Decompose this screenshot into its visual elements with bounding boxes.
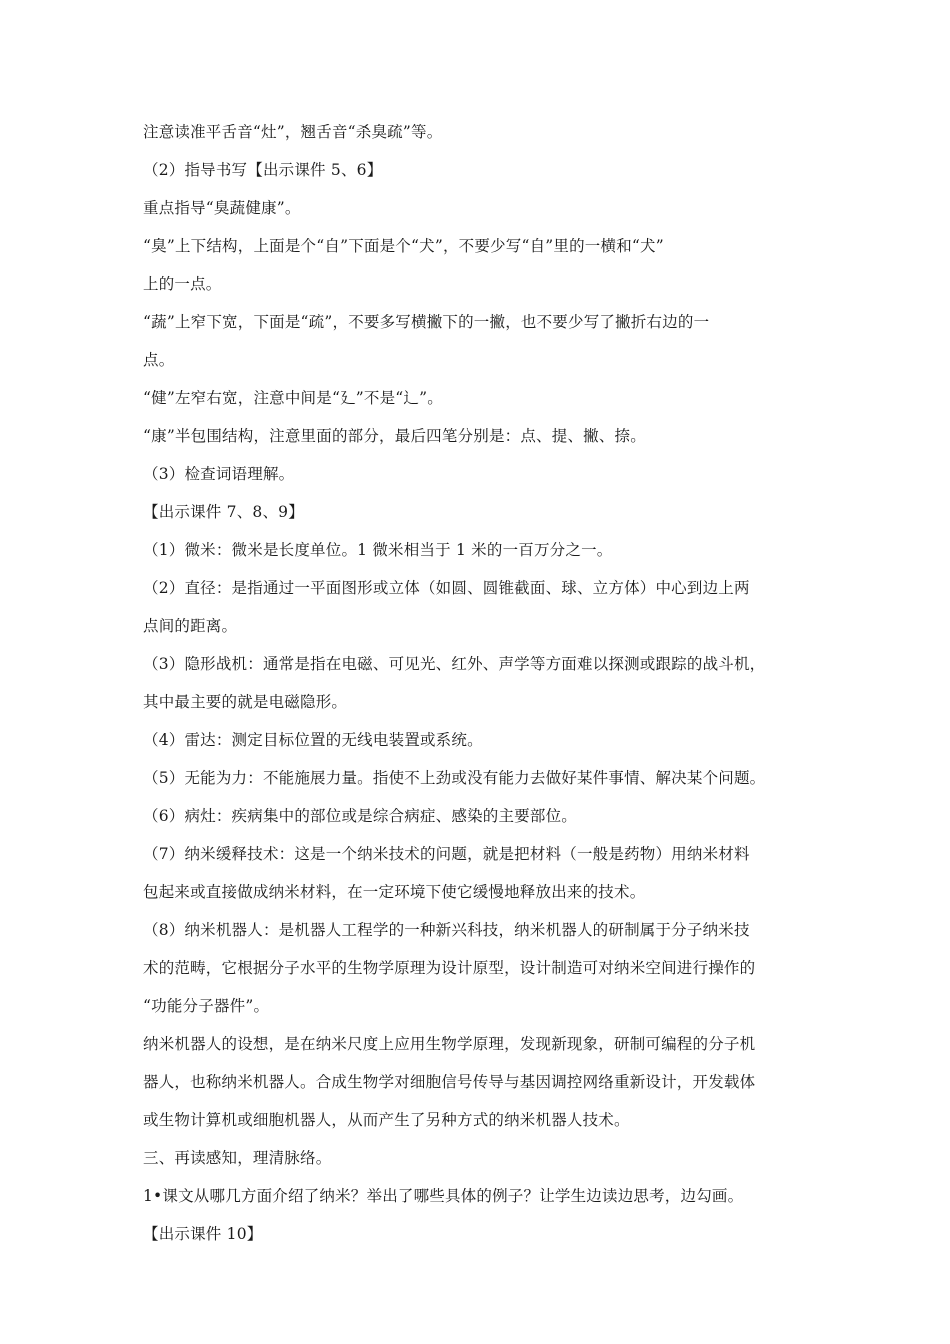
text-line: 注意读准平舌音“灶”，翘舌音“杀臭疏”等。 [143, 123, 443, 141]
text-line: （6）病灶：疾病集中的部位或是综合病症、感染的主要部位。 [143, 807, 577, 825]
text-line: 重点指导“臭蔬健康”。 [143, 199, 301, 217]
text-line: “康”半包围结构，注意里面的部分，最后四笔分别是：点、提、撇、捺。 [143, 427, 646, 445]
text-line: “臭”上下结构，上面是个“自”下面是个“犬”，不要少写“自”里的一横和“犬” [143, 237, 664, 255]
text-line: “蔬”上窄下宽，下面是“疏”，不要多写横撇下的一撇，也不要少写了撇折右边的一 [143, 313, 710, 331]
text-line: 其中最主要的就是电磁隐形。 [143, 693, 348, 711]
text-line: 1•课文从哪几方面介绍了纳米？举出了哪些具体的例子？让学生边读边思考，边勾画。 [143, 1187, 744, 1205]
text-line: 三、再读感知，理清脉络。 [143, 1149, 332, 1167]
text-line: 上的一点。 [143, 275, 222, 293]
text-line: 点。 [143, 351, 175, 369]
text-line: （8）纳米机器人：是机器人工程学的一种新兴科技，纳米机器人的研制属于分子纳米技 [143, 921, 750, 939]
text-line: （2）指导书写【出示课件 5、6】 [143, 161, 383, 179]
text-line: （5）无能为力：不能施展力量。指使不上劲或没有能力去做好某件事情、解决某个问题。 [143, 769, 766, 787]
text-line: “健”左窄右宽，注意中间是“廴”不是“辶”。 [143, 389, 443, 407]
text-line: 包起来或直接做成纳米材料，在一定环境下使它缓慢地释放出来的技术。 [143, 883, 646, 901]
text-line: （7）纳米缓释技术：这是一个纳米技术的问题，就是把材料（一般是药物）用纳米材料 [143, 845, 750, 863]
text-line: （1）微米：微米是长度单位。1 微米相当于 1 米的一百万分之一。 [143, 541, 613, 559]
text-line: （3）隐形战机：通常是指在电磁、可见光、红外、声学等方面难以探测或跟踪的战斗机， [143, 655, 766, 673]
text-line: 器人，也称纳米机器人。合成生物学对细胞信号传导与基因调控网络重新设计，开发载体 [143, 1073, 756, 1091]
text-line: （3）检查词语理解。 [143, 465, 295, 483]
text-line: 点间的距离。 [143, 617, 238, 635]
text-line: （2）直径：是指通过一平面图形或立体（如圆、圆锥截面、球、立方体）中心到边上两 [143, 579, 750, 597]
text-line: 纳米机器人的设想，是在纳米尺度上应用生物学原理，发现新现象，研制可编程的分子机 [143, 1035, 756, 1053]
text-line: 或生物计算机或细胞机器人，从而产生了另种方式的纳米机器人技术。 [143, 1111, 630, 1129]
text-line: 【出示课件 7、8、9】 [143, 503, 304, 521]
text-line: （4）雷达：测定目标位置的无线电装置或系统。 [143, 731, 483, 749]
text-line: 【出示课件 10】 [143, 1225, 263, 1243]
text-line: “功能分子器件”。 [143, 997, 270, 1015]
text-line: 术的范畴，它根据分子水平的生物学原理为设计原型，设计制造可对纳米空间进行操作的 [143, 959, 756, 977]
